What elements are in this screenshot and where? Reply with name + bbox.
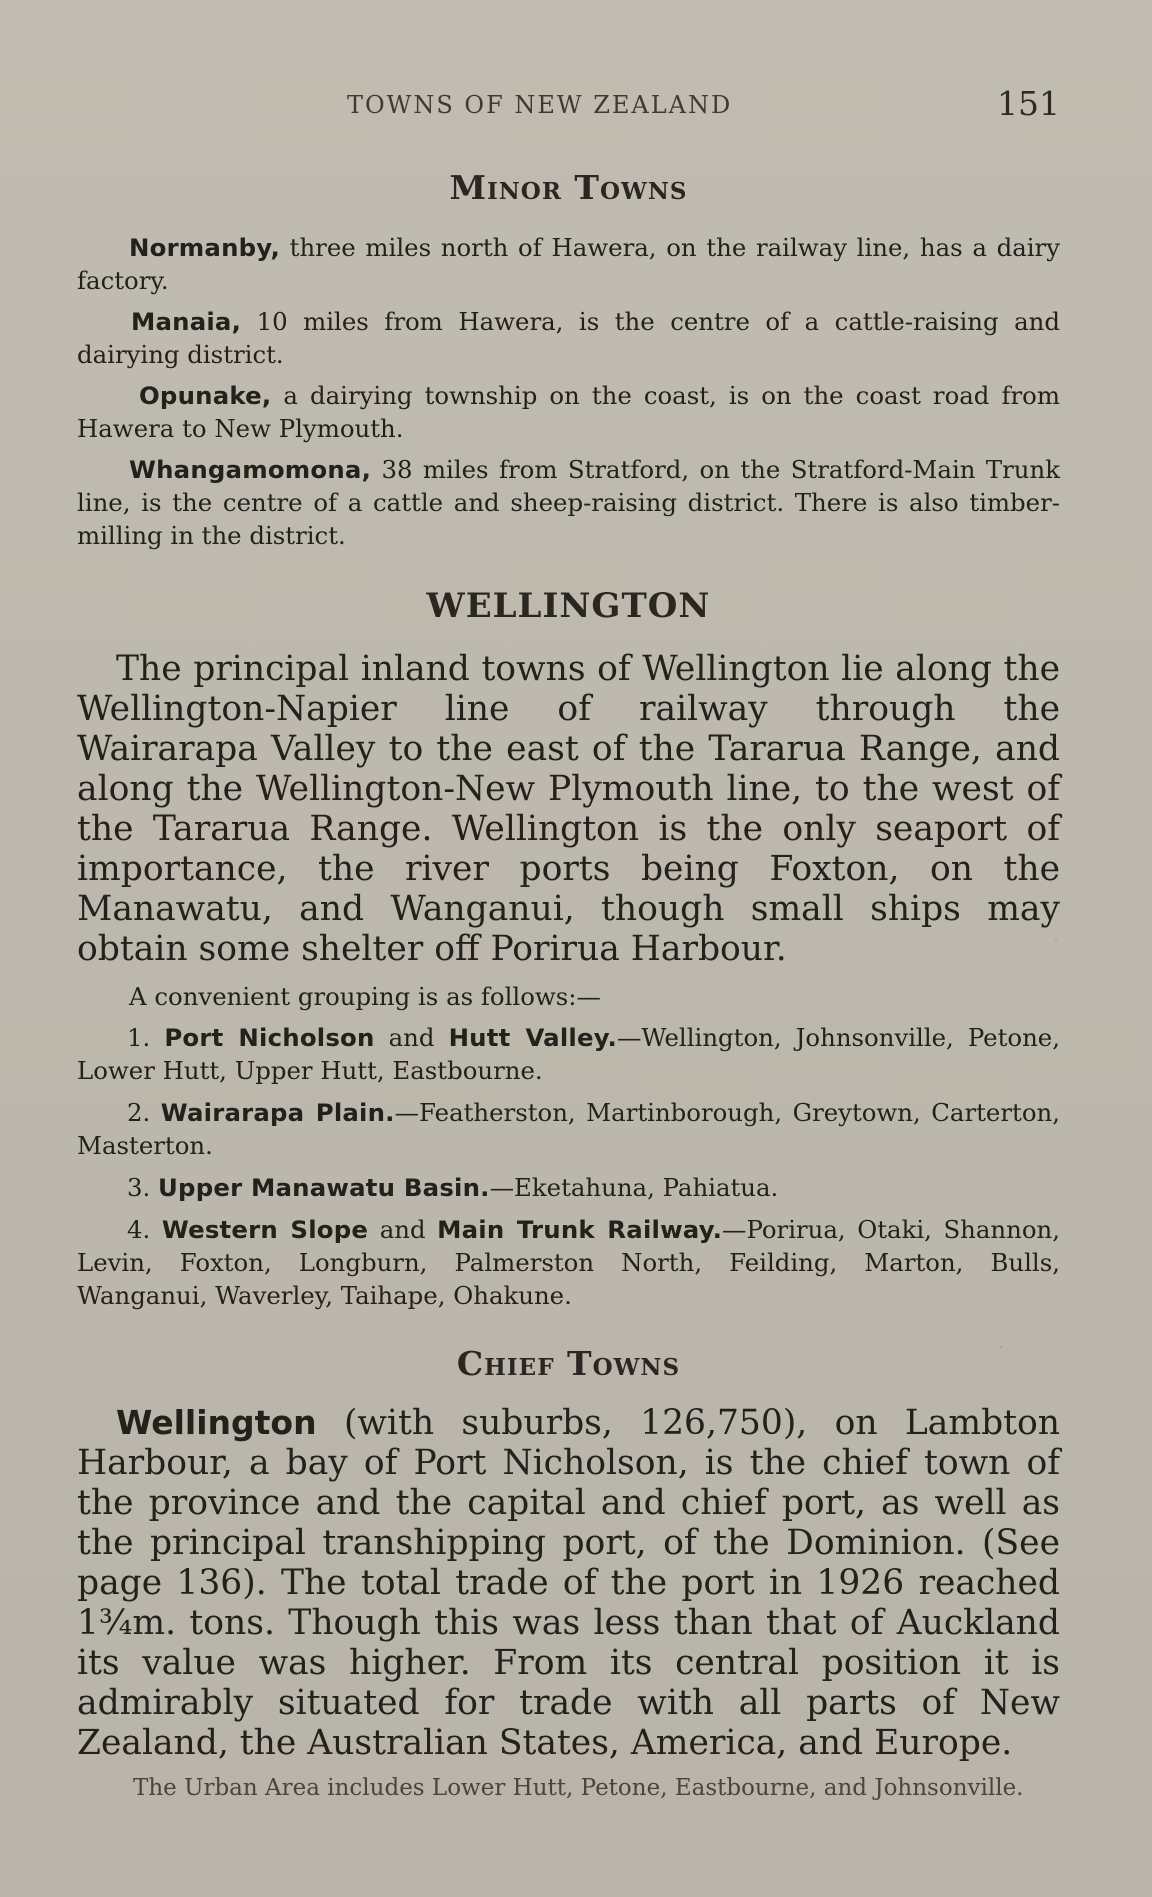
group-1-connector: and <box>388 1023 435 1052</box>
paper-speck <box>1055 940 1057 942</box>
whangamomona-paragraph <box>77 453 1060 552</box>
manaia-name: Manaia, <box>131 307 242 336</box>
running-title: TOWNS OF NEW ZEALAND <box>347 91 733 119</box>
whangamomona-text: 38 miles from Stratford, on the Stratford-Main Trunk line, is the centre of a cattle and sheep-raising district. There is also timber-milling in the district. <box>77 455 1060 550</box>
group-2-places: —Featherston, Martinborough, Greytown, Carterton, Masterton. <box>77 1098 1060 1160</box>
normanby-text: three miles north of Hawera, on the railway line, has a dairy factory. <box>77 233 1060 295</box>
group-1-heading-part-1: Port Nicholson <box>164 1023 375 1052</box>
group-3-number: 3. <box>127 1173 151 1202</box>
urban-area-footnote: The Urban Area includes Lower Hutt, Petone, Eastbourne, and Johnsonville. <box>133 1775 1024 1801</box>
group-2-heading: Wairarapa Plain. <box>160 1098 395 1127</box>
wellington-city-paragraph <box>77 1403 1060 1763</box>
group-3-paragraph <box>77 1171 1060 1204</box>
wellington-intro-paragraph: The principal inland towns of Wellington lie along the Wellington-Napier line of railway through the Wairarapa Valley to the east of the Tararua Range, and along the Wellington-New Plymouth line, to the west of the Tararua Range. Wellington is the only seaport of importance, the river ports being Foxton, on the Manawatu, and Wanganui, though small ships may obtain some shelter off Porirua Harbour. <box>77 649 1060 969</box>
normanby-name: Normanby, <box>129 233 280 262</box>
manaia-text: 10 miles from Hawera, is the centre of a cattle-raising and dairying district. <box>77 307 1060 369</box>
chief-towns-section <box>77 1344 1060 1802</box>
page-header <box>77 84 1060 124</box>
minor-towns-section <box>77 168 1060 552</box>
group-4-places: —Porirua, Otaki, Shannon, Levin, Foxton, Longburn, Palmerston North, Feilding, Marton, Bulls, Wanganui, Waverley, Taihape, Ohakune. <box>77 1215 1060 1310</box>
group-1-heading-part-2: Hutt Valley. <box>448 1023 618 1052</box>
group-2-paragraph <box>77 1096 1060 1162</box>
grouping-intro: A convenient grouping is as follows:— <box>129 982 601 1011</box>
group-4-paragraph <box>77 1213 1060 1312</box>
group-1-number: 1. <box>127 1023 151 1052</box>
manaia-paragraph <box>77 305 1060 371</box>
minor-towns-title: Minor Towns <box>449 168 688 207</box>
paper-speck <box>1000 1346 1002 1348</box>
opunake-name: Opunake, <box>139 381 272 410</box>
page-number: 151 <box>997 84 1060 123</box>
whangamomona-name: Whangamomona, <box>129 455 372 484</box>
group-4-connector: and <box>379 1215 426 1244</box>
chief-towns-title: Chief Towns <box>456 1344 681 1383</box>
group-3-places: —Eketahuna, Pahiatua. <box>489 1173 779 1202</box>
wellington-section <box>77 586 1060 1312</box>
group-1-paragraph <box>77 1021 1060 1087</box>
opunake-text: a dairying township on the coast, is on the coast road from Hawera to New Plymouth. <box>77 381 1060 443</box>
wellington-city-text: (with suburbs, 126,750), on Lambton Harbour, a bay of Port Nicholson, is the chief town of the province and the capital and chief port, as well as the principal transhipping port, of the Dominion. (See page 136). The total trade of the port in 1926 reached 1¾m. tons. Though this was less than that of Auckland its value was higher. From its central position it is admirably situated for trade with all parts of New Zealand, the Australian States, America, and Europe. <box>77 1403 1061 1763</box>
group-4-heading-part-2: Main Trunk Railway. <box>437 1215 723 1244</box>
opunake-paragraph <box>77 379 1060 445</box>
group-2-number: 2. <box>127 1098 151 1127</box>
group-1-places: —Wellington, Johnsonville, Petone, Lower Hutt, Upper Hutt, Eastbourne. <box>77 1023 1060 1085</box>
wellington-title: WELLINGTON <box>426 586 711 626</box>
group-3-heading: Upper Manawatu Basin. <box>158 1173 490 1202</box>
normanby-paragraph <box>77 231 1060 297</box>
group-4-heading-part-1: Western Slope <box>161 1215 369 1244</box>
wellington-city-name: Wellington <box>116 1403 317 1442</box>
paper-speck <box>1044 1040 1046 1042</box>
group-4-number: 4. <box>127 1215 151 1244</box>
